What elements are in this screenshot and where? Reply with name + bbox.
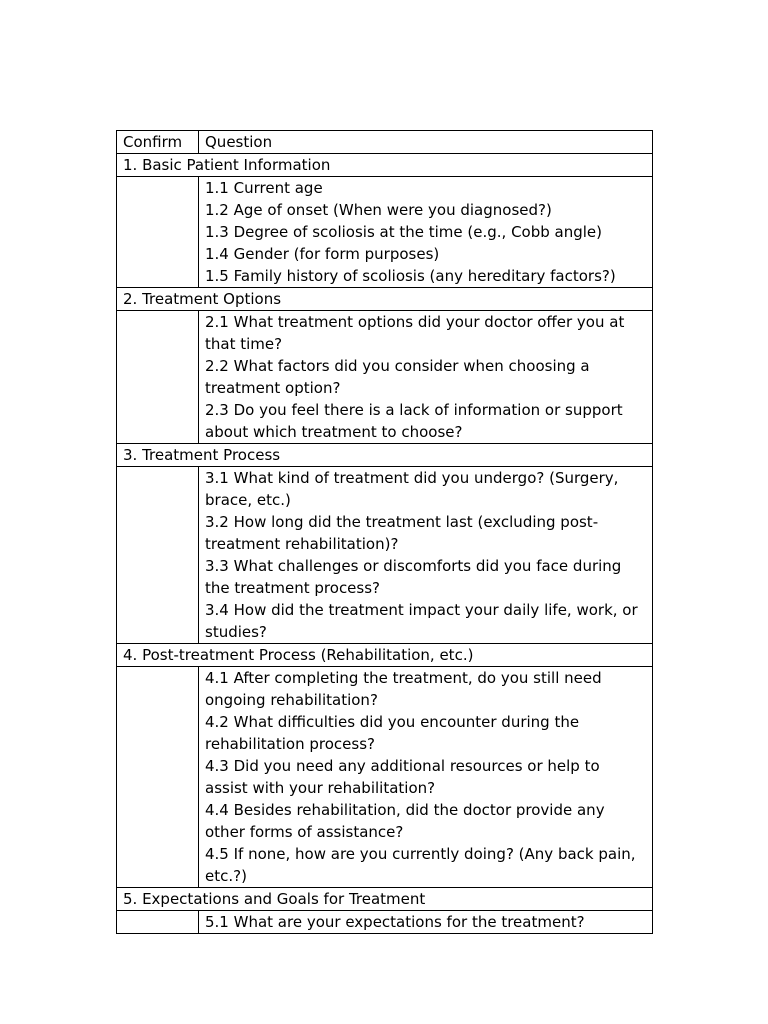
question-item: 2.2 What factors did you consider when choosing a treatment option? xyxy=(205,357,590,397)
survey-table xyxy=(116,130,653,934)
question-item: 3.1 What kind of treatment did you undergo? (Surgery, brace, etc.) xyxy=(205,469,619,509)
question-item: 1.2 Age of onset (When were you diagnosed?) xyxy=(205,201,552,219)
section-title: 5. Expectations and Goals for Treatment xyxy=(117,888,653,911)
confirm-header: Confirm xyxy=(117,131,199,154)
question-item: 5.1 What are your expectations for the treatment? xyxy=(205,913,585,931)
confirm-cell[interactable] xyxy=(117,311,199,444)
questions-cell xyxy=(199,667,653,888)
section-questions-row xyxy=(117,911,653,934)
question-item: 4.4 Besides rehabilitation, did the doctor provide any other forms of assistance? xyxy=(205,801,605,841)
section-questions-row xyxy=(117,467,653,644)
section-title: 3. Treatment Process xyxy=(117,444,653,467)
section-questions-row xyxy=(117,667,653,888)
questions-cell xyxy=(199,177,653,288)
section-title: 4. Post-treatment Process (Rehabilitation, etc.) xyxy=(117,644,653,667)
questions-cell xyxy=(199,911,653,934)
header-row xyxy=(117,131,653,154)
question-item: 3.3 What challenges or discomforts did you face during the treatment process? xyxy=(205,557,622,597)
question-item: 4.1 After completing the treatment, do you still need ongoing rehabilitation? xyxy=(205,669,602,709)
question-item: 1.1 Current age xyxy=(205,179,323,197)
question-item: 3.2 How long did the treatment last (excluding post-treatment rehabilitation)? xyxy=(205,513,599,553)
question-item: 4.2 What difficulties did you encounter during the rehabilitation process? xyxy=(205,713,580,753)
question-item: 2.3 Do you feel there is a lack of information or support about which treatment to choose? xyxy=(205,401,623,441)
section-title: 2. Treatment Options xyxy=(117,288,653,311)
question-item: 1.3 Degree of scoliosis at the time (e.g., Cobb angle) xyxy=(205,223,603,241)
questions-cell xyxy=(199,467,653,644)
section-title-row xyxy=(117,288,653,311)
question-item: 1.4 Gender (for form purposes) xyxy=(205,245,440,263)
confirm-cell[interactable] xyxy=(117,911,199,934)
question-item: 2.1 What treatment options did your doctor offer you at that time? xyxy=(205,313,625,353)
question-item: 3.4 How did the treatment impact your daily life, work, or studies? xyxy=(205,601,638,641)
confirm-cell[interactable] xyxy=(117,177,199,288)
question-item: 1.5 Family history of scoliosis (any hereditary factors?) xyxy=(205,267,616,285)
question-item: 4.3 Did you need any additional resources or help to assist with your rehabilitation? xyxy=(205,757,600,797)
question-item: 4.5 If none, how are you currently doing? (Any back pain, etc.?) xyxy=(205,845,636,885)
section-title-row xyxy=(117,888,653,911)
section-title: 1. Basic Patient Information xyxy=(117,154,653,177)
confirm-cell[interactable] xyxy=(117,667,199,888)
section-title-row xyxy=(117,154,653,177)
section-title-row xyxy=(117,444,653,467)
questions-cell xyxy=(199,311,653,444)
section-questions-row xyxy=(117,311,653,444)
section-questions-row xyxy=(117,177,653,288)
question-header: Question xyxy=(199,131,653,154)
confirm-cell[interactable] xyxy=(117,467,199,644)
section-title-row xyxy=(117,644,653,667)
survey-table-body xyxy=(117,131,653,934)
